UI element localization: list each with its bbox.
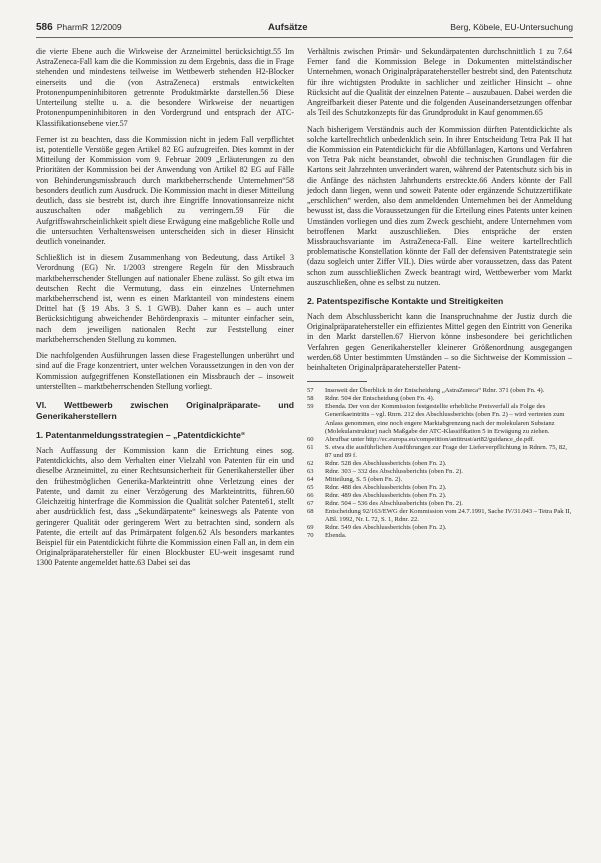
footnotes xyxy=(307,387,572,540)
footnote: 61 S. etwa die ausführlichen Ausführungen zur Frage der Lieferverpflichtung in Rdnrn. 75, 82, 87 und 89 f. xyxy=(307,443,568,459)
footnote: 66 Rdnr. 489 des Abschlussberichts (oben Fn. 2). xyxy=(307,491,447,499)
header-left xyxy=(36,22,122,33)
footnote-rule xyxy=(307,381,367,382)
footnote: 59 Ebenda. Der von der Kommission festgestellte erhebliche Preisverfall als Folge des Generikaeintritts – vgl. Rnrn. 212 des Abschlussberichts (oben Fn. 2) – wird vertreten zum Anlass genommen, eine noch engere Marktabgrenzung nach der molekularen Substanz (Molekularstruktur) nach Maßgabe der ATC-Klassifikation 5 in Erwägung zu ziehen. xyxy=(307,403,565,435)
paragraph: Nach dem Abschlussbericht kann die Inanspruchnahme der Justiz durch die Originalpräparatehersteller ein effizientes Mittel gegen den Eintritt von Generika in den Markt darstellen.67 Hiervon könne insbesondere bei gerichtlichen Verfahren gegen Generikahersteller kleinerer Größenordnung ausgegangen werden.68 Unter bestimmten Umständen – so die Sichtweise der Kommission – beinhalteten Originalpräparatehersteller Patent- xyxy=(307,312,572,373)
right-column xyxy=(307,47,572,540)
paragraph: Schließlich ist in diesem Zusammenhang von Bedeutung, dass Artikel 3 Verordnung (EG) Nr. 1/2003 strengere Regeln für den Missbrauch marktbeherrschender Stellungen auf nationaler Ebene zulässt. So gilt etwa im deutschen Recht die Vermutung, dass ein einzelnes Unternehmen marktbeherrschend ist, wenn es einen Marktanteil von mindestens einem Drittel hat (§ 19 Abs. 3 S. 1 GWB). Daher kann es – auch unter Berücksichtigung abweichender Behördenpraxis – mitunter einfacher sein, nach dem jeweiligen nationalen Recht zur Feststellung einer marktbeherrschenden Stellung zu kommen. xyxy=(36,253,294,344)
paragraph: Verhältnis zwischen Primär- und Sekundärpatenten durchschnittlich 1 zu 7.64 Ferner fand die Kommission Belege in Dokumenten mittelständischer Unternehmen, wonach Originalpräparatehersteller bestrebt sind, den Patentschutz für ihre wichtigsten Produkte in sachlicher und zeitlicher Hinsicht – ohne Rücksicht auf die Qualität der einzelnen Patente – auszubauen. Dabei werden die Angreifbarkeit dieser Patente und die folgenden Auseinandersetzungen offenbar als Teil des Schutzkonzepts für das Grundprodukt in Kauf genommen.65 xyxy=(307,47,572,118)
journal-name: PharmR 12/2009 xyxy=(56,22,122,32)
footnote: 60 Abrufbar unter http://ec.europa.eu/competition/antitrust/art82/guidance_de.pdf. xyxy=(307,435,535,443)
left-column xyxy=(36,47,294,575)
footnote: 67 Rdnr. 504 – 536 des Abschlussberichts (oben Fn. 2). xyxy=(307,500,463,507)
paragraph: die vierte Ebene auch die Wirkweise der Arzneimittel berücksichtigt.55 Im AstraZeneca-Fall kam die die Kommission zu dem Ergebnis, dass die in Frage stehenden und mindestens teilweise im Wettbewerb stehenden H2-Blocker einerseits und die (von AstraZeneca) erstmals entwickelten Protonenpumpeninhibitoren getrennte Produktmärkte darstellen.56 Diese Unterteilung stellte u. a. die besondere Wirkweise der neuartigen Protonenpumpeninhibitoren in den Vordergrund und entsprach der ATC-Klassifikationsebene vier.57 xyxy=(36,47,294,128)
page-number: 586 xyxy=(36,22,53,33)
paragraph: Nach Auffassung der Kommission kann die Errichtung eines sog. Patentdickichts, also dem Verhalten einer Vielzahl von Patenten für ein und dieselbe Arzneimittel, zu einer Rechtsunsicherheit für Generikahersteller über den frühestmöglichen Generika-Markteintritt ohne Verletzung eines der Patente, und damit zu einer Verzögerung des Markteintritts, führen.60 Gleichzeitig hinterfrage die Kommission die Qualität solcher Patente61, stellt aber ausdrücklich fest, dass „Sekundärpatente“ keineswegs als Patente von geringerer Qualität oder geringerem Wert zu betrachten sind, sondern als Patente, die erteilt auf das Primärpatent folgen.62 Als besonders markantes Beispiel für ein Patentdickicht führte die Kommission einen Fall an, in dem ein Originalpräparatehersteller für einen Blockbuster EU-weit insgesamt rund 1300 Patente angemeldet hatte.63 Dabei sei das xyxy=(36,446,294,568)
footnote: 70 Ebenda. xyxy=(307,532,347,540)
footnote: 62 Rdnr. 528 des Abschlussberichts (oben Fn. 2). xyxy=(307,459,447,467)
paragraph: Die nachfolgenden Ausführungen lassen diese Fragestellungen unberührt und sind auf die Frage konzentriert, unter welchen Voraussetzungen in den von der Kommission aufgegriffenen Konstellationen ein Missbrauch der – insoweit unterstellten – marktbeherrschenden Stellung vorliegt. xyxy=(36,351,294,391)
header-rule xyxy=(36,37,573,38)
header-authors: Berg, Köbele, EU-Untersuchung xyxy=(450,22,573,32)
paragraph: Ferner ist zu beachten, dass die Kommission nicht in jedem Fall verpflichtet ist, potentielle Verstöße gegen Artikel 82 EG aufzugreifen. Dies kommt in der Mitteilung der Kommission vom 9. Februar 2009 „Erläuterungen zu den Prioritäten der Kommission bei der Anwendung von Artikel 82 EG auf Fälle von Behinderungsmissbrauch durch marktbeherrschende Unternehmen“58 besonders deutlich zum Ausdruck. Die Kommission macht in dieser Mitteilung deutlich, dass sie bestrebt ist, durch ihre Eingriffe Innovationsanreize nicht auszuschalten oder maßgeblich zu verringern.59 Für die Aufgriffswahrscheinlichkeit spielt diese Erwägung eine maßgebliche Rolle und die untersuchten Verhaltensweisen unterscheiden sich in dieser Hinsicht deutlich voneinander. xyxy=(36,134,294,246)
subsection-heading: 2. Patentspezifische Kontakte und Streitigkeiten xyxy=(307,296,504,307)
footnote: 63 Rdnr. 303 – 332 des Abschlussberichts (oben Fn. 2). xyxy=(307,467,463,475)
footnote: 69 Rdnr. 549 des Abschlussberichts (oben Fn. 2). xyxy=(307,524,447,532)
paragraph: Nach bisherigem Verständnis auch der Kommission dürften Patentdickichte als solche kartellrechtlich unbedenklich sein. In ihrer Entscheidung Tetra Pak II hat die Kommission ein Patentdickicht für die Abfüllanlagen, Kartons und Verfahren von Tetra Pak nicht beanstandet, obwohl die technischen Grundlagen für die Kartons seit Jahrzehnten unverändert waren, während der Patentschutz sich bis in die Anfänge des nächsten Jahrhunderts erstreckte.66 Anders könnte der Fall jedoch dann liegen, wenn und soweit Patente oder ergänzende Schutzzertifikate „erschlichen“ werden, also dem anmeldenden Unternehmen bei der Anmeldung bewusst ist, dass die Voraussetzungen für die Erteilung eines Patents unter keinen Umständen vorliegen und dies zum Zweck geschieht, andere Unternehmen vom betroffenen Markt auszuschließen. Dies entspräche der ersten Missbrauchsvariante im AstraZeneca-Fall. Eine weitere kartellrechtlich problematische Konstellation könnte der Fall der defensiven Patentstrategie sein (dazu sogleich unter Ziffer VII.). Dies würde aber voraussetzen, dass das Patent schon zum ausschließlichen Zweck beantragt wird, Wettbewerber vom Markt auszuschließen, ohne es selbst zu nutzen. xyxy=(307,124,572,287)
section-title: Aufsätze xyxy=(268,22,308,33)
subsection-heading: 1. Patentanmeldungsstrategien – „Patentdickichte“ xyxy=(36,430,246,440)
section-heading: VI. Wettbewerb zwischen Originalpräparate- und Generikaherstellern xyxy=(36,400,294,421)
footnote: 68 Entscheidung 92/163/EWG der Kommission vom 24.7.1991, Sache IV/31.043 – Tetra Pak II, ABl. 1992, Nr. L 72, S. 1, Rdnr. 22. xyxy=(307,508,572,524)
running-header xyxy=(36,16,573,40)
footnote: 57 Insoweit der Überblick in der Entscheidung „AstraZeneca“ Rdnr. 371 (oben Fn. 4). xyxy=(307,387,545,395)
footnote: 64 Mitteilung, S. 5 (oben Fn. 2). xyxy=(307,475,403,483)
footnote: 65 Rdnr. 488 des Abschlussberichts (oben Fn. 2). xyxy=(307,483,447,491)
footnote: 58 Rdnr. 504 der Entscheidung (oben Fn. 4). xyxy=(307,395,435,403)
